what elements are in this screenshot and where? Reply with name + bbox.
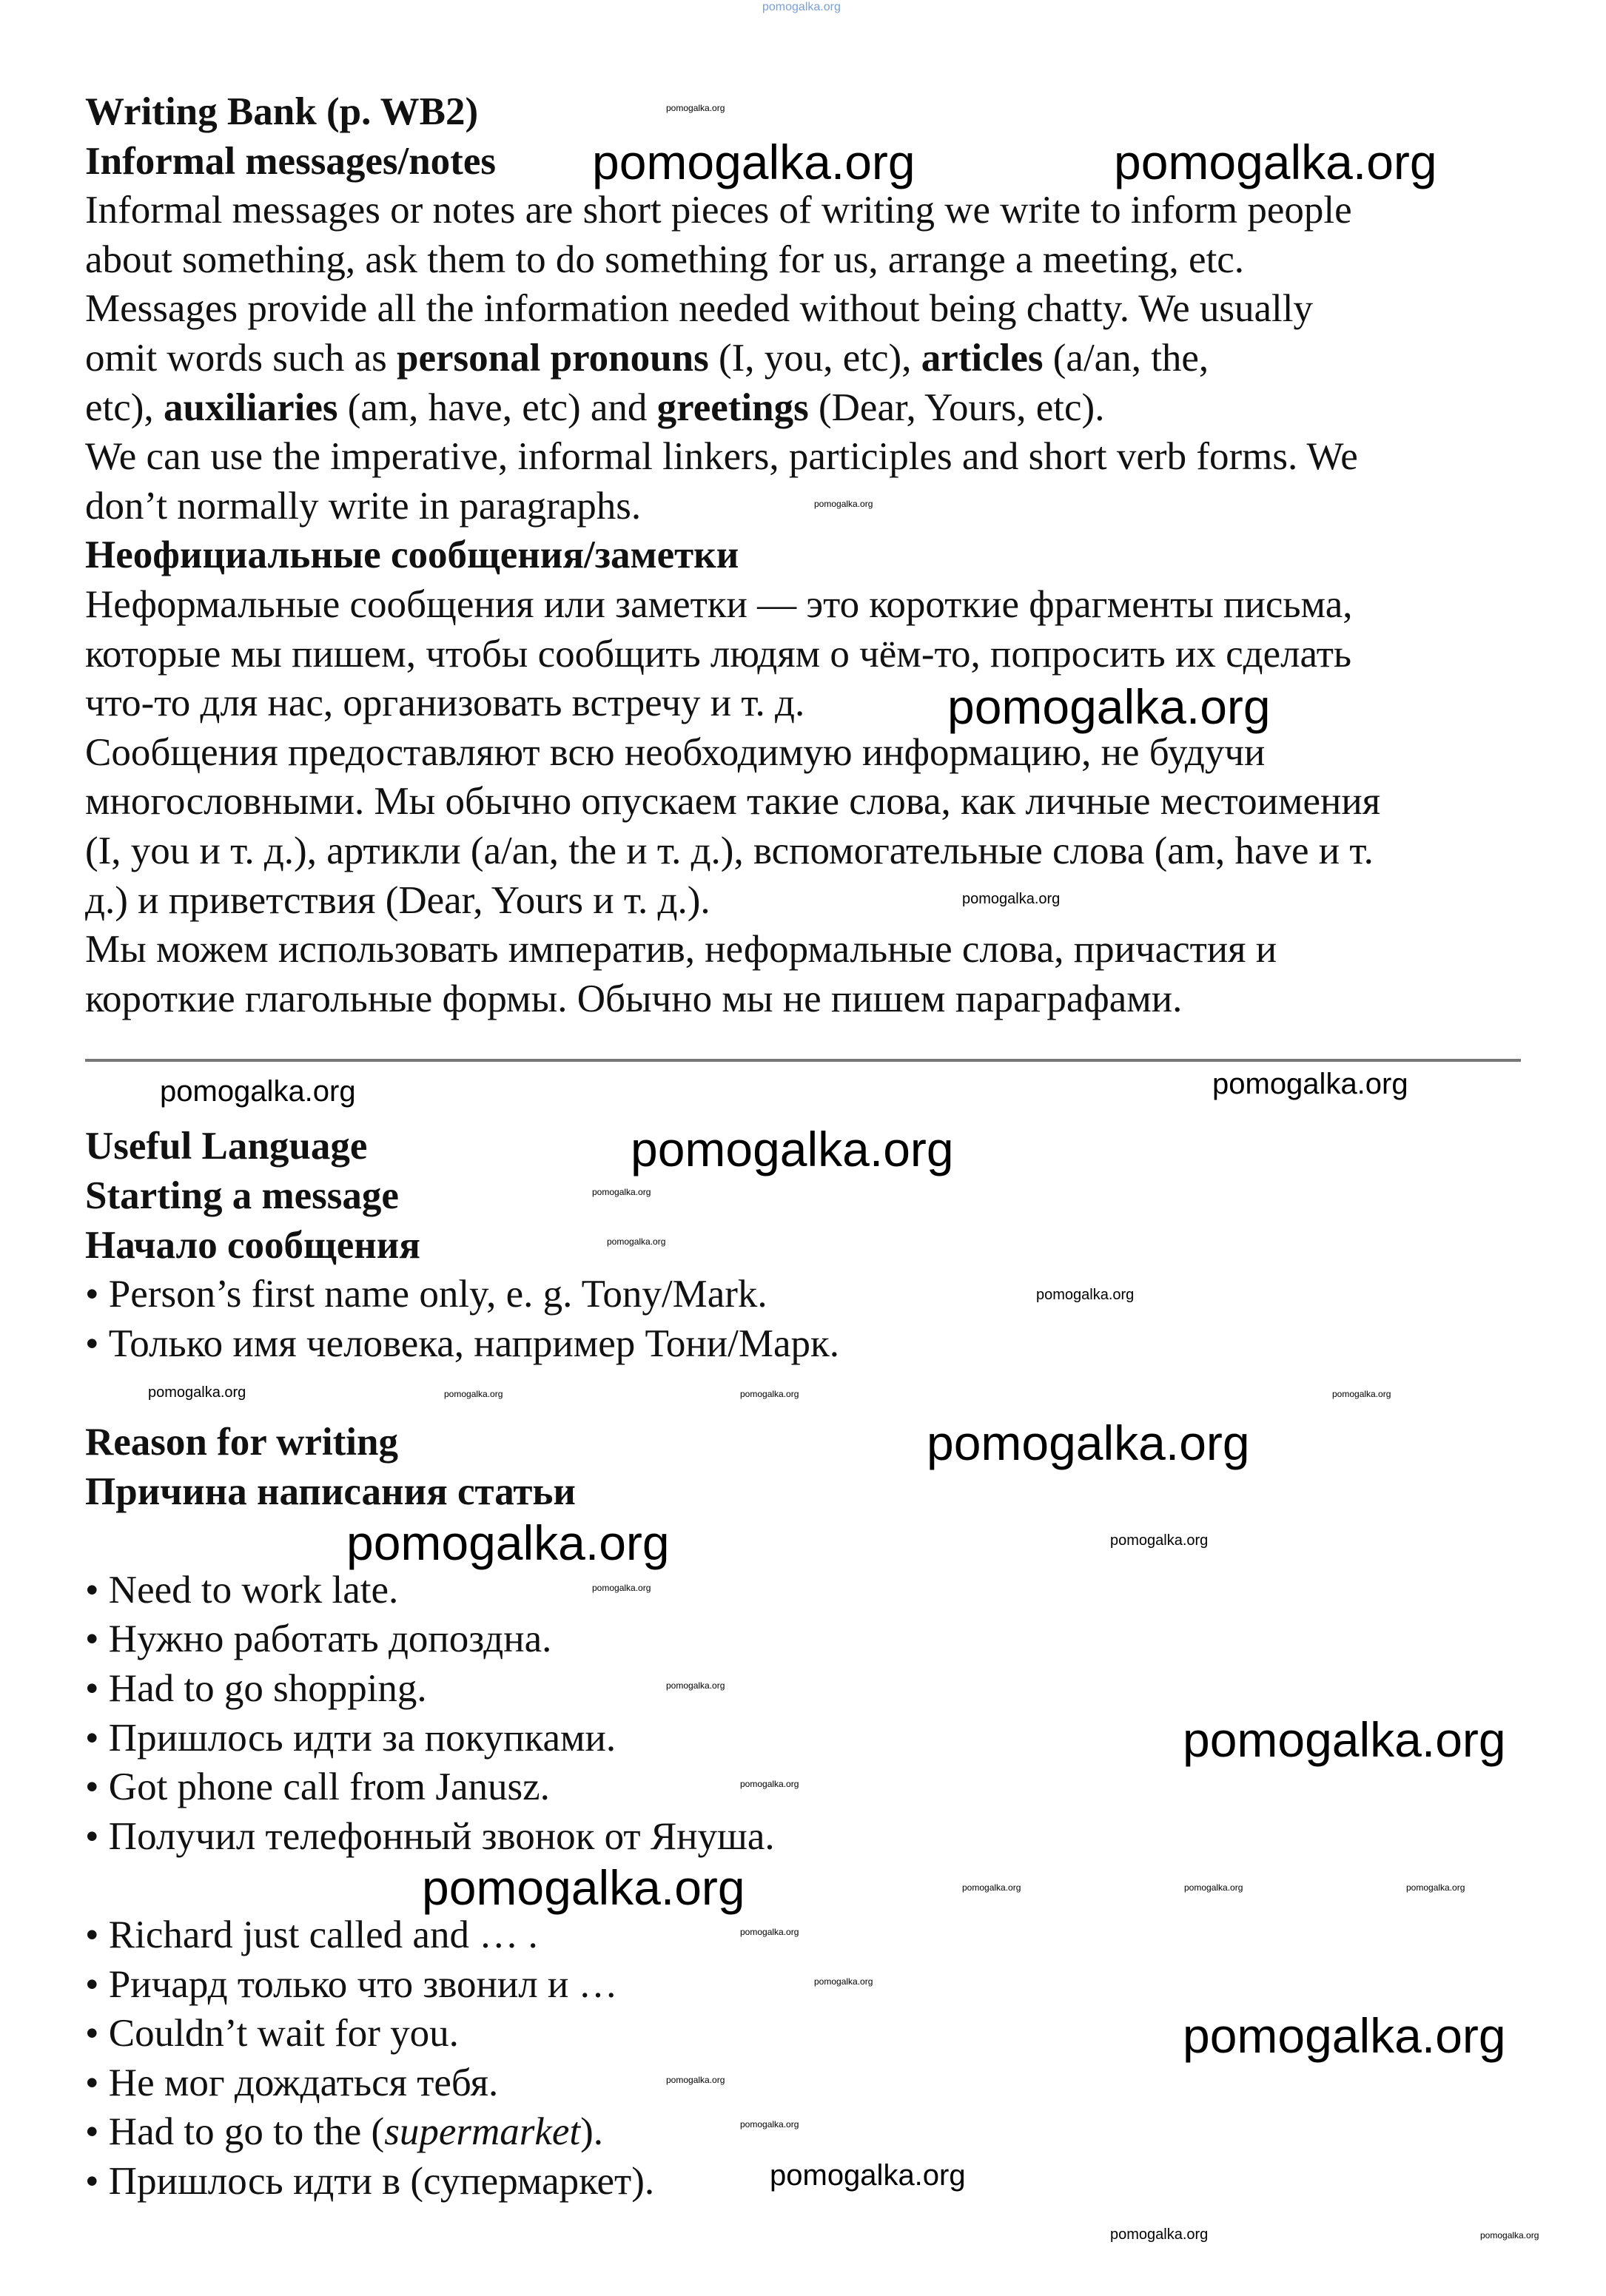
text-line bbox=[85, 334, 1528, 383]
watermark: pomogalka.org bbox=[1480, 2230, 1539, 2241]
text-line bbox=[85, 1270, 1528, 1319]
watermark: pomogalka.org bbox=[160, 1075, 356, 1108]
text-run: (a/an, the, bbox=[1043, 336, 1209, 380]
italic-term: supermarket bbox=[384, 2110, 581, 2154]
text-run: которые мы пишем, чтобы сообщить людям о чём-то, попросить их сделать bbox=[85, 632, 1352, 676]
text-run: Неформальные сообщения или заметки — это короткие фрагменты письма, bbox=[85, 582, 1353, 626]
text-line bbox=[85, 679, 1528, 728]
text-run: Informal messages/notes bbox=[85, 139, 496, 183]
text-run: • Need to work late. bbox=[85, 1568, 399, 1612]
text-run: Informal messages or notes are short pieces of writing we write to inform people bbox=[85, 189, 1352, 232]
text-run: Reason for writing bbox=[85, 1421, 398, 1464]
text-run: • Получил телефонный звонок от Януша. bbox=[85, 1814, 775, 1858]
text-line bbox=[85, 1615, 1528, 1664]
watermark: pomogalka.org bbox=[814, 1976, 873, 1987]
watermark: pomogalka.org bbox=[346, 1515, 670, 1570]
text-run: • Пришлось идти в (супермаркет). bbox=[85, 2159, 655, 2203]
text-run: • Got phone call from Janusz. bbox=[85, 1765, 550, 1809]
watermark: pomogalka.org bbox=[1332, 1389, 1391, 1399]
bold-term: personal pronouns bbox=[397, 336, 709, 380]
watermark: pomogalka.org bbox=[1406, 1882, 1465, 1893]
text-line bbox=[85, 383, 1528, 433]
divider-line bbox=[85, 1059, 1521, 1062]
text-run: Writing Bank (p. WB2) bbox=[85, 90, 479, 133]
text-run: Starting a message bbox=[85, 1174, 399, 1218]
watermark: pomogalka.org bbox=[740, 1779, 799, 1789]
watermark: pomogalka.org bbox=[592, 135, 915, 189]
text-run: • Пришлось идти за покупками. bbox=[85, 1716, 616, 1760]
text-run: ). bbox=[580, 2110, 604, 2154]
text-line bbox=[85, 1566, 1528, 1615]
watermark: pomogalka.org bbox=[947, 679, 1271, 734]
text-run: etc), bbox=[85, 386, 164, 429]
watermark: pomogalka.org bbox=[148, 1384, 246, 1401]
watermark: pomogalka.org bbox=[607, 1236, 666, 1247]
watermark: pomogalka.org bbox=[1110, 1532, 1209, 1549]
text-line bbox=[85, 186, 1528, 235]
watermark: pomogalka.org bbox=[770, 2159, 966, 2192]
watermark: pomogalka.org bbox=[444, 1389, 503, 1399]
text-line bbox=[85, 2058, 1528, 2108]
blank-line bbox=[85, 1860, 1528, 1915]
bold-term: greetings bbox=[656, 386, 809, 429]
watermark: pomogalka.org bbox=[927, 1415, 1250, 1470]
text-line bbox=[85, 482, 1528, 531]
text-run: • Не мог дождаться тебя. bbox=[85, 2061, 499, 2104]
text-run: • Person’s first name only, e. g. Tony/Mark. bbox=[85, 1273, 767, 1316]
text-line bbox=[85, 284, 1528, 334]
text-run: • Richard just called and … . bbox=[85, 1913, 538, 1956]
watermark: pomogalka.org bbox=[666, 2075, 725, 2085]
text-run: Неофициальные сообщения/заметки bbox=[85, 533, 739, 577]
text-run: about something, ask them to do something for us, arrange a meeting, etc. bbox=[85, 238, 1245, 281]
watermark: pomogalka.org bbox=[1110, 2226, 1209, 2243]
heading bbox=[85, 1171, 1528, 1221]
text-run: • Had to go to the ( bbox=[85, 2110, 385, 2154]
bold-term: articles bbox=[921, 336, 1044, 380]
text-run: • Couldn’t wait for you. bbox=[85, 2012, 459, 2056]
text-line bbox=[85, 1763, 1528, 1812]
text-run: • Нужно работать допоздна. bbox=[85, 1617, 552, 1661]
text-line bbox=[85, 974, 1528, 1024]
watermark: pomogalka.org bbox=[592, 1187, 651, 1197]
watermark: pomogalka.org bbox=[631, 1122, 954, 1176]
text-run: We can use the imperative, informal linkers, participles and short verb forms. We bbox=[85, 435, 1358, 479]
watermark: pomogalka.org bbox=[1183, 2008, 1506, 2063]
watermark: pomogalka.org bbox=[666, 103, 725, 113]
text-run: • Только имя человека, например Тони/Марк. bbox=[85, 1322, 840, 1365]
heading bbox=[85, 1467, 1528, 1517]
text-line bbox=[85, 777, 1528, 827]
watermark: pomogalka.org bbox=[1184, 1882, 1243, 1893]
text-line bbox=[85, 1910, 1528, 1960]
text-run: • Had to go shopping. bbox=[85, 1667, 427, 1710]
watermark: pomogalka.org bbox=[814, 499, 873, 509]
watermark: pomogalka.org bbox=[592, 1583, 651, 1593]
heading bbox=[85, 1221, 1528, 1270]
text-line bbox=[85, 432, 1528, 482]
text-line bbox=[85, 876, 1528, 926]
text-run: (I, you, etc), bbox=[708, 336, 921, 380]
watermark: pomogalka.org bbox=[740, 1389, 799, 1399]
watermark: pomogalka.org bbox=[1212, 1068, 1408, 1100]
watermark: pomogalka.org bbox=[1114, 135, 1437, 189]
heading bbox=[85, 531, 1528, 580]
text-run: Messages provide all the information needed without being chatty. We usually bbox=[85, 287, 1313, 331]
watermark: pomogalka.org bbox=[740, 2119, 799, 2130]
text-line bbox=[85, 925, 1528, 974]
watermark: pomogalka.org bbox=[962, 891, 1061, 907]
text-run: Причина написания статьи bbox=[85, 1469, 576, 1513]
text-run: (am, have, etc) and bbox=[337, 386, 657, 429]
text-line bbox=[85, 827, 1528, 876]
text-run: что-то для нас, организовать встречу и т. д. bbox=[85, 681, 805, 725]
watermark: pomogalka.org bbox=[962, 1882, 1021, 1893]
text-run: многословными. Мы обычно опускаем такие слова, как личные местоимения bbox=[85, 780, 1381, 824]
text-run: don’t normally write in paragraphs. bbox=[85, 484, 642, 528]
heading bbox=[85, 1415, 1528, 1470]
text-run: • Ричард только что звонил и … bbox=[85, 1962, 618, 2006]
text-line bbox=[85, 1960, 1528, 2010]
text-run: (Dear, Yours, etc). bbox=[808, 386, 1105, 429]
blank-line bbox=[85, 1515, 1528, 1570]
text-run: короткие глагольные формы. Обычно мы не пишем параграфами. bbox=[85, 977, 1183, 1020]
text-line bbox=[85, 630, 1528, 679]
text-line bbox=[85, 580, 1528, 630]
text-line bbox=[85, 1664, 1528, 1714]
bold-term: auxiliaries bbox=[163, 386, 338, 429]
blank-line bbox=[85, 1368, 1528, 1418]
watermark: pomogalka.org bbox=[1183, 1712, 1506, 1767]
text-line bbox=[85, 235, 1528, 285]
text-line bbox=[85, 1319, 1528, 1369]
watermark: pomogalka.org bbox=[740, 1927, 799, 1937]
heading bbox=[85, 87, 1528, 137]
text-run: (I, you и т. д.), артикли (a/an, the и т. д.), вспомогательные слова (am, have и т. bbox=[85, 829, 1374, 872]
text-run: Мы можем использовать императив, неформальные слова, причастия и bbox=[85, 928, 1277, 972]
text-line bbox=[85, 2107, 1528, 2157]
text-run: omit words such as bbox=[85, 336, 397, 380]
text-run: Useful Language bbox=[85, 1125, 368, 1168]
text-run: д.) и приветствия (Dear, Yours и т. д.). bbox=[85, 878, 710, 922]
watermark: pomogalka.org bbox=[422, 1860, 745, 1915]
text-line bbox=[85, 1812, 1528, 1862]
watermark: pomogalka.org bbox=[1036, 1287, 1135, 1303]
watermark: pomogalka.org bbox=[762, 1, 841, 13]
text-line bbox=[85, 728, 1528, 778]
text-run: Сообщения предоставляют всю необходимую информацию, не будучи bbox=[85, 730, 1266, 774]
watermark: pomogalka.org bbox=[666, 1680, 725, 1691]
text-run: Начало сообщения bbox=[85, 1223, 420, 1267]
